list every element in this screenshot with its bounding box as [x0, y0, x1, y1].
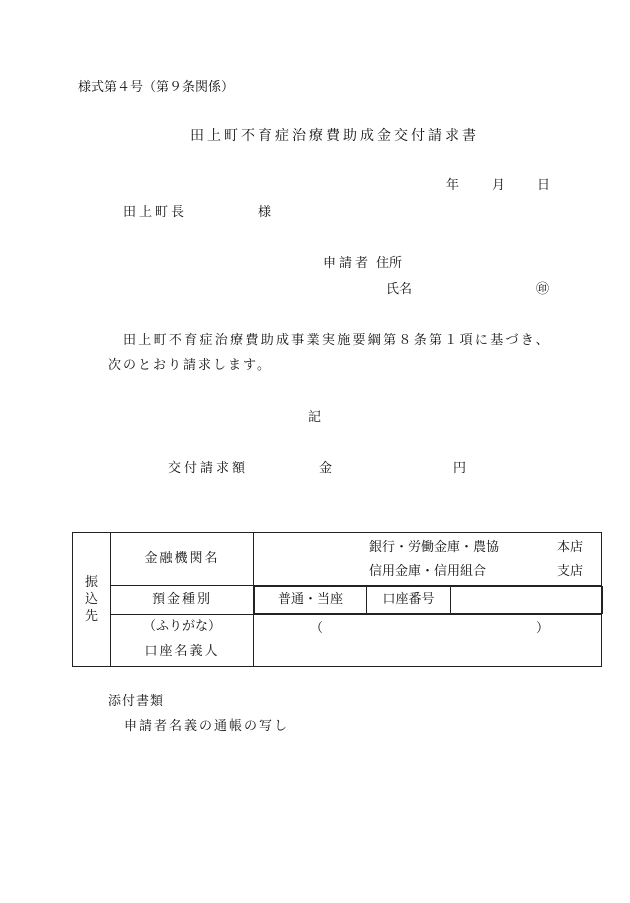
- institution-types-line2: 信用金庫・信用組合: [369, 564, 487, 579]
- applicant-label: 申請者: [323, 256, 372, 271]
- account-number-label: 口座番号: [367, 587, 451, 614]
- applicant-address-label: 住所: [376, 256, 403, 271]
- furigana-label: （ふりがな）: [111, 615, 254, 639]
- branch-sub-label: 支店: [557, 564, 584, 579]
- transfer-char-1: 振: [84, 575, 98, 590]
- deposit-type-value[interactable]: 普通・当座: [255, 587, 367, 614]
- transfer-destination-label: [73, 533, 111, 667]
- bank-transfer-table: [72, 532, 602, 667]
- addressee-honorific: 様: [258, 205, 272, 220]
- account-number-field[interactable]: [451, 587, 603, 614]
- account-holder-field[interactable]: [254, 615, 602, 667]
- amount-label: 交付請求額: [168, 461, 249, 476]
- branch-main-label: 本店: [557, 540, 584, 555]
- date-day-label: 日: [537, 178, 551, 193]
- amount-suffix: 円: [453, 461, 467, 476]
- institution-label-cell: 金融機関名: [111, 533, 254, 586]
- deposit-type-label-cell: 預金種別: [111, 586, 254, 615]
- transfer-char-2: 込: [84, 592, 98, 607]
- account-holder-label: 口座名義人: [111, 639, 254, 667]
- furigana-close-paren: ）: [536, 621, 550, 636]
- page-title: 田上町不育症治療費助成金交付請求書: [190, 128, 479, 144]
- form-number: 様式第４号（第９条関係）: [78, 80, 235, 95]
- addressee-name: 田上町長: [123, 205, 188, 220]
- seal-mark: ㊞: [536, 282, 550, 297]
- date-month-label: 月: [492, 178, 506, 193]
- furigana-open-paren: （: [310, 621, 324, 636]
- body-text-line2: 次のとおり請求します。: [108, 358, 272, 373]
- attachments-heading: 添付書類: [108, 694, 165, 709]
- amount-prefix: 金: [319, 461, 333, 476]
- applicant-name-label: 氏名: [386, 282, 413, 297]
- deposit-account-subtable: [254, 586, 603, 614]
- institution-value-cell[interactable]: [254, 533, 602, 586]
- transfer-char-3: 先: [84, 609, 98, 624]
- body-text-line1: 田上町不育症治療費助成事業実施要綱第８条第１項に基づき、: [123, 333, 551, 348]
- institution-types-line1: 銀行・労働金庫・農協: [369, 540, 500, 555]
- date-year-label: 年: [446, 178, 460, 193]
- ki-heading: 記: [308, 410, 322, 425]
- deposit-account-cell: [254, 586, 602, 615]
- attachment-item: 申請者名義の通帳の写し: [124, 719, 290, 734]
